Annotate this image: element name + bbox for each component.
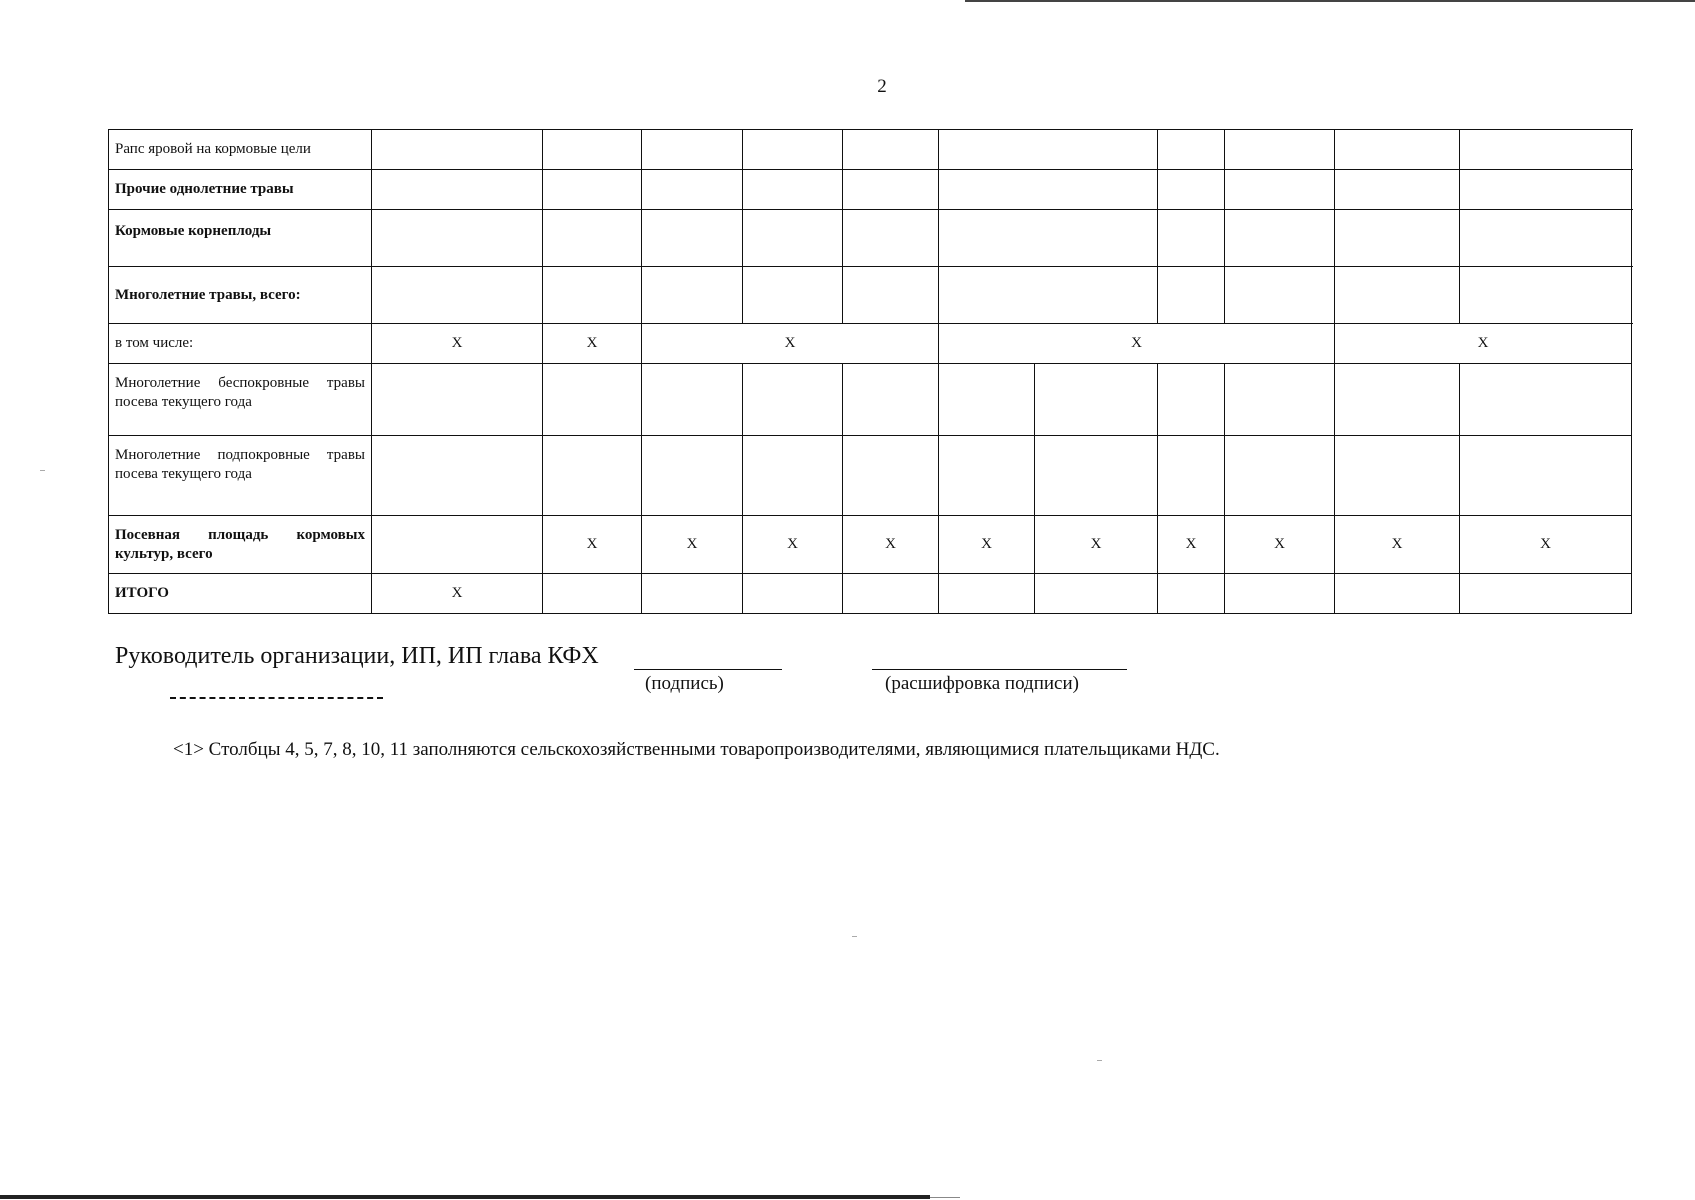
table-cell <box>1225 267 1335 324</box>
table-cell <box>543 436 642 516</box>
table-cell <box>1460 364 1632 436</box>
table-cell <box>939 267 1158 324</box>
scan-edge-bottom-fade <box>930 1197 960 1198</box>
table-cell <box>1225 436 1335 516</box>
forage-crops-table <box>108 129 1632 614</box>
table-cell <box>1335 267 1460 324</box>
table-cell <box>372 436 543 516</box>
table-cell <box>1225 210 1335 267</box>
x-mark: Х <box>1335 516 1460 574</box>
table-cell <box>1460 170 1632 210</box>
table-cell <box>1460 267 1632 324</box>
x-mark: Х <box>543 324 642 364</box>
scan-speck <box>1097 1060 1102 1061</box>
table-cell <box>843 130 939 170</box>
table-cell <box>1460 210 1632 267</box>
table-cell <box>372 516 543 574</box>
scan-speck <box>40 470 45 471</box>
table-cell <box>1225 130 1335 170</box>
table-cell <box>939 364 1035 436</box>
table-cell <box>843 574 939 614</box>
x-mark: Х <box>1335 324 1632 364</box>
table-cell <box>843 267 939 324</box>
table-cell <box>1158 436 1225 516</box>
row-label: Посевная площадь кормовых культур, всего <box>109 516 372 574</box>
table-cell <box>743 364 843 436</box>
table-cell <box>372 130 543 170</box>
table-cell <box>1158 267 1225 324</box>
x-mark: Х <box>1035 516 1158 574</box>
table-cell <box>843 210 939 267</box>
x-mark: Х <box>642 324 939 364</box>
x-mark: Х <box>1460 516 1632 574</box>
table-cell <box>1158 364 1225 436</box>
table-cell <box>642 130 743 170</box>
x-mark: Х <box>372 574 543 614</box>
row-label: Многолетние травы, всего: <box>109 267 372 324</box>
table-row <box>109 324 1632 364</box>
table-cell <box>642 210 743 267</box>
table-cell <box>642 436 743 516</box>
table-cell <box>939 130 1158 170</box>
x-mark: Х <box>743 516 843 574</box>
x-mark: Х <box>372 324 543 364</box>
table-cell <box>1158 210 1225 267</box>
signature-decoding-caption: (расшифровка подписи) <box>885 673 1079 694</box>
table-cell <box>843 436 939 516</box>
row-label: Многолетние подпокровные травы посева текущего года <box>109 436 372 516</box>
signature-decoding-line <box>872 669 1127 670</box>
table-cell <box>1158 574 1225 614</box>
table-cell <box>939 436 1035 516</box>
table-cell <box>1460 574 1632 614</box>
table-row <box>109 210 1632 267</box>
table-cell <box>743 267 843 324</box>
table-cell <box>1225 364 1335 436</box>
table-row <box>109 516 1632 574</box>
table-cell <box>743 130 843 170</box>
table-cell <box>1035 574 1158 614</box>
table-cell <box>743 436 843 516</box>
page-number: 2 <box>877 76 887 97</box>
table-cell <box>1035 436 1158 516</box>
x-mark: Х <box>543 516 642 574</box>
x-mark: Х <box>939 324 1335 364</box>
table-cell <box>743 170 843 210</box>
row-label: Многолетние беспокровные травы посева текущего года <box>109 364 372 436</box>
table-cell <box>1335 210 1460 267</box>
table-cell <box>939 170 1158 210</box>
table-cell <box>1335 170 1460 210</box>
x-mark: Х <box>1225 516 1335 574</box>
x-mark: Х <box>1158 516 1225 574</box>
table-cell <box>642 364 743 436</box>
table-cell <box>1335 130 1460 170</box>
x-mark: Х <box>642 516 743 574</box>
scan-edge-top <box>965 0 1695 2</box>
table-cell <box>372 267 543 324</box>
table-cell <box>743 574 843 614</box>
table-cell <box>372 364 543 436</box>
signature-line <box>634 669 782 670</box>
table-cell <box>1460 436 1632 516</box>
table-cell <box>939 210 1158 267</box>
table-row <box>109 267 1632 324</box>
table-cell <box>543 130 642 170</box>
table-cell <box>843 170 939 210</box>
table-cell <box>743 210 843 267</box>
table-row <box>109 130 1632 170</box>
row-label: ИТОГО <box>109 574 372 614</box>
table-cell <box>1225 170 1335 210</box>
table-cell <box>1460 130 1632 170</box>
table-cell <box>543 364 642 436</box>
table-cell <box>939 574 1035 614</box>
signature-title: Руководитель организации, ИП, ИП глава КФХ <box>115 643 599 669</box>
row-label: в том числе: <box>109 324 372 364</box>
table-row <box>109 170 1632 210</box>
row-label: Прочие однолетние травы <box>109 170 372 210</box>
table-cell <box>543 210 642 267</box>
table-cell <box>1335 364 1460 436</box>
table-cell <box>543 267 642 324</box>
table-cell <box>1335 574 1460 614</box>
table-cell <box>543 170 642 210</box>
table-cell <box>1225 574 1335 614</box>
table-row <box>109 364 1632 436</box>
table-cell <box>372 210 543 267</box>
table-cell <box>1035 364 1158 436</box>
table-cell <box>843 364 939 436</box>
row-label: Рапс яровой на кормовые цели <box>109 130 372 170</box>
table-cell <box>1158 170 1225 210</box>
table-cell <box>1335 436 1460 516</box>
table-row <box>109 436 1632 516</box>
table-cell <box>642 170 743 210</box>
footnote: <1> Столбцы 4, 5, 7, 8, 10, 11 заполняются сельскохозяйственными товаропроизводителями, являющимися плательщиками НДС. <box>173 739 1220 760</box>
table-cell <box>1158 130 1225 170</box>
x-mark: Х <box>939 516 1035 574</box>
table-cell <box>642 267 743 324</box>
x-mark: Х <box>843 516 939 574</box>
table-cell <box>642 574 743 614</box>
signature-caption: (подпись) <box>645 673 724 694</box>
scan-speck <box>852 936 857 937</box>
table-cell <box>543 574 642 614</box>
footnote-separator <box>170 697 383 699</box>
scan-edge-bottom <box>0 1195 930 1199</box>
row-label: Кормовые корнеплоды <box>109 210 372 267</box>
table-cell <box>372 170 543 210</box>
table-row <box>109 574 1632 614</box>
